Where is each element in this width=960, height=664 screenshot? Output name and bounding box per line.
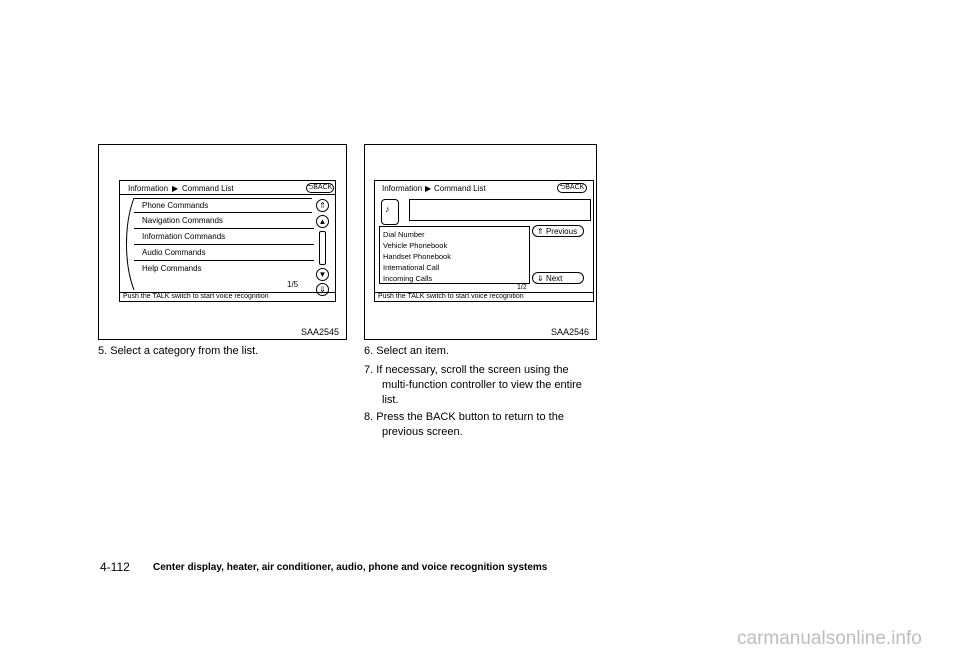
watermark: carmanualsonline.info xyxy=(737,628,922,649)
list-item-navigation-commands[interactable]: Navigation Commands xyxy=(134,214,314,229)
item-list-box xyxy=(379,226,530,284)
page-indicator: 1/2 xyxy=(517,284,527,291)
list-item-audio-commands[interactable]: Audio Commands xyxy=(134,246,314,261)
previous-button[interactable]: ⇑ Previous xyxy=(532,225,584,237)
voice-recognition-icon: ♪ xyxy=(385,204,390,214)
breadcrumb-arrow-icon: ▶ xyxy=(172,184,179,193)
scrollbar-track[interactable] xyxy=(319,231,326,265)
back-button[interactable]: ⮌BACK xyxy=(307,184,333,191)
input-display-field xyxy=(409,199,591,221)
list-item-help-commands[interactable]: Help Commands xyxy=(142,264,202,273)
page-indicator: 1/5 xyxy=(287,280,299,289)
back-arrow-icon: ⮌ xyxy=(559,184,566,191)
list-item-international-call[interactable]: International Call xyxy=(383,263,440,272)
back-button[interactable]: ⮌BACK xyxy=(557,183,587,193)
step-8-line-1: 8. Press the BACK button to return to the xyxy=(364,411,564,423)
header-divider xyxy=(120,194,335,195)
scroll-page-down-button[interactable]: ⇓ xyxy=(316,283,329,296)
step-7-line-2: multi-function controller to view the entire xyxy=(382,379,582,391)
next-button[interactable]: ⇓ Next xyxy=(532,272,584,284)
status-bar-text: Push the TALK switch to start voice recognition xyxy=(123,293,269,300)
figure-2-frame xyxy=(364,144,597,340)
figure-1-frame xyxy=(98,144,347,340)
breadcrumb-information: Information xyxy=(128,184,169,193)
list-item-handset-phonebook[interactable]: Handset Phonebook xyxy=(383,252,451,261)
figure-label: SAA2546 xyxy=(551,327,590,337)
step-8-line-2: previous screen. xyxy=(382,426,463,438)
list-item-dial-number[interactable]: Dial Number xyxy=(383,230,425,239)
figure-label: SAA2545 xyxy=(301,327,340,337)
double-up-icon: ⇑ xyxy=(537,227,544,236)
voice-icon-box xyxy=(381,199,399,225)
page-number: 4-112 xyxy=(100,560,130,574)
section-title: Center display, heater, air conditioner, audio, phone and voice recognition systems xyxy=(153,562,548,573)
scroll-page-up-button[interactable]: ⇑ xyxy=(316,199,329,212)
figure-2-screen xyxy=(374,180,594,302)
figure-1-screen xyxy=(119,180,336,302)
step-7-line-3: list. xyxy=(382,394,399,406)
status-bar-text: Push the TALK switch to start voice recognition xyxy=(378,293,524,300)
scroll-up-button[interactable]: ▲ xyxy=(316,215,329,228)
back-arrow-icon: ⮌ xyxy=(307,184,314,191)
list-item-vehicle-phonebook[interactable]: Vehicle Phonebook xyxy=(383,241,448,250)
breadcrumb-arrow-icon: ▶ xyxy=(425,184,432,193)
step-5: 5. Select a category from the list. xyxy=(98,345,259,357)
list-item-information-commands[interactable]: Information Commands xyxy=(134,230,314,245)
breadcrumb-command-list: Command List xyxy=(434,184,486,193)
double-down-icon: ⇓ xyxy=(537,274,544,283)
step-7-line-1: 7. If necessary, scroll the screen using the xyxy=(364,364,569,376)
step-6: 6. Select an item. xyxy=(364,345,449,357)
breadcrumb-information: Information xyxy=(382,184,423,193)
breadcrumb-command-list: Command List xyxy=(182,184,234,193)
category-list xyxy=(134,198,314,276)
scroll-down-button[interactable]: ▼ xyxy=(316,268,329,281)
list-item-incoming-calls[interactable]: Incoming Calls xyxy=(383,274,433,283)
list-item-phone-commands[interactable]: Phone Commands xyxy=(134,198,312,213)
